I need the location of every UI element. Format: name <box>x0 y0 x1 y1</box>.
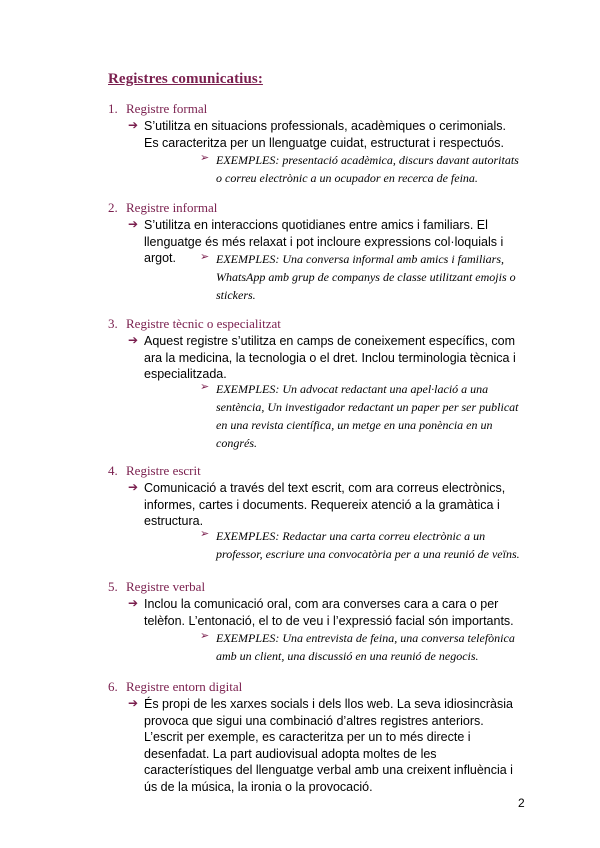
section-title: Registre escrit <box>126 463 201 478</box>
example-body: presentació acadèmica, discurs davant autoritats o correu electrònic a un ocupador en recerca de feina. <box>216 153 519 185</box>
section-heading <box>108 316 281 332</box>
example-text <box>216 527 522 563</box>
section-heading <box>108 200 217 216</box>
example-label: EXEMPLES: <box>216 252 280 266</box>
example-label: EXEMPLES: <box>216 631 280 645</box>
description-text: Aquest registre s’utilitza en camps de coneixement específics, com ara la medicina, la tecnologia o el dret. Inclou terminologia tècnica i especialitzada. <box>144 334 516 381</box>
arrow-right-icon: ➔ <box>128 696 139 710</box>
example-body: Una entrevista de feina, una conversa telefònica amb un client, una discussió en una reunió de negocis. <box>216 631 515 663</box>
description-text: Comunicació a través del text escrit, com ara correus electrònics, informes, cartes i documents. Requereix atenció a la gramàtica i estructura. <box>144 481 506 528</box>
section-number: 3. <box>108 316 118 331</box>
example-label: EXEMPLES: <box>216 382 280 396</box>
triangle-bullet-icon: ➢ <box>200 251 210 263</box>
example-label: EXEMPLES: <box>216 529 280 543</box>
example-body: Una conversa informal amb amics i familiars, WhatsApp amb grup de companys de classe utilitzant emojis o stickers. <box>216 252 516 302</box>
example-text <box>216 250 522 304</box>
description-text: Inclou la comunicació oral, com ara converses cara a cara o per telèfon. L’entonació, el to de veu i l’expressió facial són importants. <box>144 597 514 628</box>
example-label: EXEMPLES: <box>216 153 280 167</box>
section-heading <box>108 579 205 595</box>
description-text: És propi de les xarxes socials i dels llos web. La seva idiosincràsia provoca que sigui una combinació d’altres registres anteriors. L’escrit per exemple, es caracteritza per un to més directe i desenfadat. La part audiovisual adopta moltes de les característiques del llenguatge verbal amb una creixent influència i ús de la música, la ironia o la provocació. <box>144 697 513 794</box>
triangle-bullet-icon: ➢ <box>200 630 210 642</box>
section-title: Registre formal <box>126 101 208 116</box>
section-number: 4. <box>108 463 118 478</box>
arrow-right-icon: ➔ <box>128 118 139 132</box>
triangle-bullet-icon: ➢ <box>200 381 210 393</box>
section-number: 1. <box>108 101 118 116</box>
description-text: S’utilitza en situacions professionals, acadèmiques o cerimonials. Es caracteritza per un llenguatge cuidat, estructurat i respectuós. <box>144 119 506 150</box>
triangle-bullet-icon: ➢ <box>200 152 210 164</box>
section-title: Registre informal <box>126 200 218 215</box>
arrow-right-icon: ➔ <box>128 480 139 494</box>
section-number: 6. <box>108 679 118 694</box>
arrow-right-icon: ➔ <box>128 596 139 610</box>
page-number: 2 <box>518 796 525 810</box>
section-title: Registre verbal <box>126 579 206 594</box>
arrow-right-icon: ➔ <box>128 333 139 347</box>
description-text: S’utilitza en interaccions quotidianes entre amics i familiars. El llenguatge és més relaxat i pot incloure expressions col·loquials i argot. <box>144 218 504 265</box>
page-title: Registres comunicatius: <box>108 71 263 87</box>
example-body: Redactar una carta correu electrònic a un professor, escriure una convocatòria per a una reunió de veïns. <box>216 529 520 561</box>
section-title: Registre entorn digital <box>126 679 243 694</box>
section-number: 2. <box>108 200 118 215</box>
arrow-right-icon: ➔ <box>128 217 139 231</box>
section-title: Registre tècnic o especialitzat <box>126 316 281 331</box>
example-body: Un advocat redactant una apel·lació a una sentència, Un investigador redactant un paper per ser publicat en una revista científica, un metge en una ponència en un congrés. <box>216 382 519 450</box>
section-heading <box>108 101 207 117</box>
example-text <box>216 380 522 452</box>
example-text <box>216 629 522 665</box>
example-text <box>216 151 522 187</box>
section-number: 5. <box>108 579 118 594</box>
section-heading <box>108 679 242 695</box>
section-heading <box>108 463 201 479</box>
triangle-bullet-icon: ➢ <box>200 528 210 540</box>
